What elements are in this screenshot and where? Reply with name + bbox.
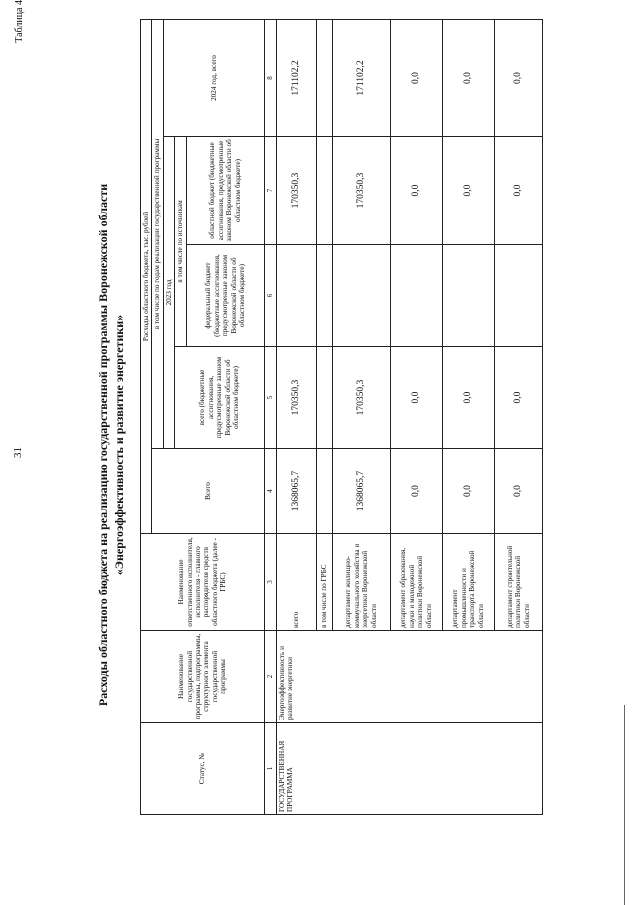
total-cell: 0,0 — [494, 449, 542, 534]
y2024-cell: 0,0 — [494, 20, 542, 137]
col-num: 2 — [264, 631, 276, 723]
grbs-cell: в том числе по ГРБС — [316, 534, 332, 631]
program-name: Энергоэффективность и развитие энергетики — [276, 631, 542, 723]
y2024-cell: 0,0 — [390, 20, 442, 137]
table-label: Таблица 4 — [14, 0, 25, 43]
y2024-cell: 0,0 — [442, 20, 494, 137]
y2024-cell: 171102,2 — [276, 20, 316, 137]
col-num: 6 — [264, 245, 276, 347]
header-grbs: Наименование ответственного исполнителя, исполнителя - главного распорядителя средств областного бюджета (далее - ГРБС) — [141, 534, 265, 631]
all-cell: 170350,3 — [332, 347, 390, 449]
federal-cell — [276, 245, 316, 347]
total-cell: 0,0 — [442, 449, 494, 534]
total-cell: 1368065,7 — [276, 449, 316, 534]
grbs-cell: департамент промышленности и транспорта Воронежской области — [442, 534, 494, 631]
regional-cell: 170350,3 — [332, 137, 390, 245]
header-by-sources: в том числе по источникам — [175, 137, 186, 347]
title-line-1: Расходы областного бюджета на реализацию государственной программы Воронежской области — [96, 183, 110, 707]
all-cell: 170350,3 — [276, 347, 316, 449]
col-num: 7 — [264, 137, 276, 245]
grbs-cell: департамент образования, науки и молодежной политики Воронежской области — [390, 534, 442, 631]
federal-cell — [332, 245, 390, 347]
col-num: 1 — [264, 723, 276, 815]
title-line-2: «Энергоэффективность и развитие энергетики» — [112, 314, 126, 576]
regional-cell: 0,0 — [442, 137, 494, 245]
header-by-years: в том числе по годам реализации государственной программы — [152, 20, 163, 449]
grbs-cell: департамент жилищно-коммунального хозяйства и энергетики Воронежской области — [332, 534, 390, 631]
page-number: 31 — [12, 447, 24, 458]
federal-cell — [494, 245, 542, 347]
total-cell — [316, 449, 332, 534]
col-num: 5 — [264, 347, 276, 449]
all-cell: 0,0 — [442, 347, 494, 449]
all-cell — [316, 347, 332, 449]
header-regional: областной бюджет (бюджетные ассигнования, предусмотренные законом Воронежской области об областном бюджете) — [186, 137, 264, 245]
expenses-table — [140, 19, 543, 815]
header-year-2023: 2023 год — [163, 137, 174, 449]
program-status: ГОСУДАРСТВЕННАЯ ПРОГРАММА — [276, 723, 542, 815]
table-row — [276, 20, 316, 815]
col-num: 4 — [264, 449, 276, 534]
y2024-cell: 171102,2 — [332, 20, 390, 137]
column-numbers-row — [264, 20, 276, 815]
regional-cell: 0,0 — [494, 137, 542, 245]
header-year-2024: 2024 год, всего — [163, 20, 264, 137]
header-total: Всего — [152, 449, 264, 534]
regional-cell: 170350,3 — [276, 137, 316, 245]
federal-cell — [316, 245, 332, 347]
grbs-cell: департамент строительной политики Воронежской области — [494, 534, 542, 631]
regional-cell: 0,0 — [390, 137, 442, 245]
header-status: Статус, № — [141, 723, 265, 815]
col-num: 3 — [264, 534, 276, 631]
page-edge-line — [624, 705, 625, 905]
regional-cell — [316, 137, 332, 245]
header-name: Наименование государственной программы, подпрограммы, структурного элемента государственной программы — [141, 631, 265, 723]
all-cell: 0,0 — [390, 347, 442, 449]
federal-cell — [442, 245, 494, 347]
grbs-cell: всего — [276, 534, 316, 631]
total-cell: 1368065,7 — [332, 449, 390, 534]
header-expenses: Расходы областного бюджета, тыс. рублей — [141, 20, 152, 534]
header-all-obl: всего (бюджетные ассигнования, предусмотренные законом Воронежской области об областном бюджете) — [175, 347, 264, 449]
all-cell: 0,0 — [494, 347, 542, 449]
federal-cell — [390, 245, 442, 347]
col-num: 8 — [264, 20, 276, 137]
header-federal: федеральный бюджет (бюджетные ассигнования, предусмотренные законом Воронежской области об областном бюджете) — [186, 245, 264, 347]
total-cell: 0,0 — [390, 449, 442, 534]
y2024-cell — [316, 20, 332, 137]
